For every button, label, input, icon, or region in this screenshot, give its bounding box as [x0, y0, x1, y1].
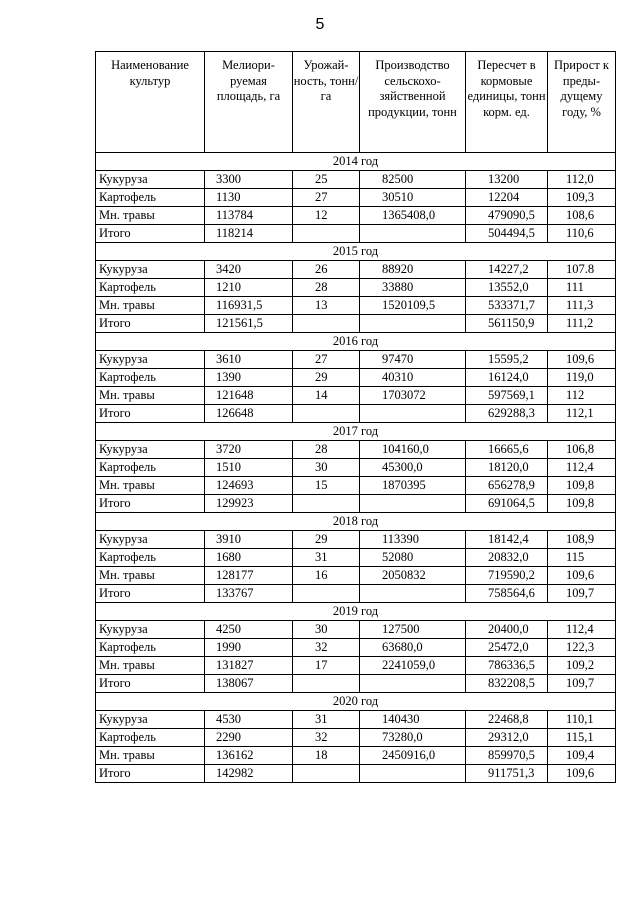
yield-cell	[293, 675, 360, 693]
year-heading: 2014 год	[96, 153, 616, 171]
feed-units-cell: 597569,1	[466, 387, 548, 405]
production-cell: 30510	[360, 189, 466, 207]
area-cell: 129923	[205, 495, 293, 513]
crop-name-cell: Картофель	[96, 639, 205, 657]
table-row	[96, 207, 616, 225]
feed-units-cell: 479090,5	[466, 207, 548, 225]
table-row	[96, 405, 616, 423]
increase-cell: 106,8	[548, 441, 616, 459]
yield-cell: 26	[293, 261, 360, 279]
production-cell	[360, 225, 466, 243]
table-row	[96, 351, 616, 369]
area-cell: 124693	[205, 477, 293, 495]
feed-units-cell: 16124,0	[466, 369, 548, 387]
area-cell: 126648	[205, 405, 293, 423]
area-cell: 3610	[205, 351, 293, 369]
feed-units-cell: 656278,9	[466, 477, 548, 495]
increase-cell: 112,4	[548, 459, 616, 477]
area-cell: 121648	[205, 387, 293, 405]
increase-cell: 112,4	[548, 621, 616, 639]
area-cell: 113784	[205, 207, 293, 225]
area-cell: 1990	[205, 639, 293, 657]
table-row	[96, 459, 616, 477]
feed-units-cell: 25472,0	[466, 639, 548, 657]
increase-cell: 115,1	[548, 729, 616, 747]
production-cell: 33880	[360, 279, 466, 297]
production-cell: 1365408,0	[360, 207, 466, 225]
feed-units-cell: 911751,3	[466, 765, 548, 783]
crop-name-cell: Картофель	[96, 189, 205, 207]
crop-name-cell: Картофель	[96, 279, 205, 297]
year-heading: 2019 год	[96, 603, 616, 621]
increase-cell: 112,1	[548, 405, 616, 423]
col-header-production: Производство сельскохо-зяйственной продукции, тонн	[360, 52, 466, 153]
table-row	[96, 279, 616, 297]
crop-name-cell: Картофель	[96, 549, 205, 567]
crop-name-cell: Итого	[96, 675, 205, 693]
area-cell: 1390	[205, 369, 293, 387]
area-cell: 1510	[205, 459, 293, 477]
feed-units-cell: 758564,6	[466, 585, 548, 603]
feed-units-cell: 719590,2	[466, 567, 548, 585]
production-cell: 88920	[360, 261, 466, 279]
feed-units-cell: 786336,5	[466, 657, 548, 675]
yield-cell	[293, 315, 360, 333]
col-header-crop: Наименование культур	[96, 52, 205, 153]
increase-cell: 108,9	[548, 531, 616, 549]
yield-cell: 27	[293, 189, 360, 207]
crop-name-cell: Кукуруза	[96, 261, 205, 279]
production-cell: 82500	[360, 171, 466, 189]
year-row	[96, 333, 616, 351]
col-header-area: Мелиори-руемая площадь, га	[205, 52, 293, 153]
table-row	[96, 189, 616, 207]
production-cell: 63680,0	[360, 639, 466, 657]
table-row	[96, 585, 616, 603]
table-row	[96, 261, 616, 279]
table-row	[96, 621, 616, 639]
crop-name-cell: Картофель	[96, 369, 205, 387]
area-cell: 4530	[205, 711, 293, 729]
increase-cell: 109,2	[548, 657, 616, 675]
area-cell: 136162	[205, 747, 293, 765]
crop-name-cell: Мн. травы	[96, 297, 205, 315]
increase-cell: 111,2	[548, 315, 616, 333]
yield-cell	[293, 765, 360, 783]
production-cell: 73280,0	[360, 729, 466, 747]
yield-cell: 16	[293, 567, 360, 585]
crop-name-cell: Мн. травы	[96, 567, 205, 585]
production-cell	[360, 495, 466, 513]
yield-cell: 29	[293, 369, 360, 387]
increase-cell: 108,6	[548, 207, 616, 225]
yield-cell: 27	[293, 351, 360, 369]
year-row	[96, 693, 616, 711]
feed-units-cell: 859970,5	[466, 747, 548, 765]
feed-units-cell: 22468,8	[466, 711, 548, 729]
increase-cell: 112	[548, 387, 616, 405]
table-row	[96, 549, 616, 567]
increase-cell: 110,6	[548, 225, 616, 243]
feed-units-cell: 18120,0	[466, 459, 548, 477]
production-cell: 1520109,5	[360, 297, 466, 315]
crop-name-cell: Итого	[96, 765, 205, 783]
table-row	[96, 369, 616, 387]
table-row	[96, 711, 616, 729]
table-row	[96, 657, 616, 675]
yield-cell: 17	[293, 657, 360, 675]
yield-cell: 15	[293, 477, 360, 495]
production-cell: 140430	[360, 711, 466, 729]
area-cell: 138067	[205, 675, 293, 693]
feed-units-cell: 629288,3	[466, 405, 548, 423]
increase-cell: 109,6	[548, 765, 616, 783]
production-cell: 104160,0	[360, 441, 466, 459]
increase-cell: 119,0	[548, 369, 616, 387]
crop-name-cell: Кукуруза	[96, 441, 205, 459]
yield-cell: 12	[293, 207, 360, 225]
yield-cell: 32	[293, 729, 360, 747]
yield-cell: 13	[293, 297, 360, 315]
crop-name-cell: Мн. травы	[96, 477, 205, 495]
production-cell: 127500	[360, 621, 466, 639]
production-cell: 40310	[360, 369, 466, 387]
increase-cell: 109,6	[548, 567, 616, 585]
year-row	[96, 243, 616, 261]
production-cell	[360, 765, 466, 783]
crop-name-cell: Картофель	[96, 729, 205, 747]
crop-name-cell: Кукуруза	[96, 711, 205, 729]
area-cell: 3910	[205, 531, 293, 549]
area-cell: 3420	[205, 261, 293, 279]
crop-name-cell: Мн. травы	[96, 387, 205, 405]
production-cell: 113390	[360, 531, 466, 549]
production-cell	[360, 315, 466, 333]
yield-cell: 28	[293, 279, 360, 297]
yield-cell: 32	[293, 639, 360, 657]
production-cell	[360, 405, 466, 423]
table-row	[96, 441, 616, 459]
yield-cell: 31	[293, 549, 360, 567]
feed-units-cell: 16665,6	[466, 441, 548, 459]
feed-units-cell: 13552,0	[466, 279, 548, 297]
increase-cell: 109,7	[548, 675, 616, 693]
yield-cell: 28	[293, 441, 360, 459]
crop-name-cell: Картофель	[96, 459, 205, 477]
crop-name-cell: Итого	[96, 225, 205, 243]
table-row	[96, 639, 616, 657]
increase-cell: 109,8	[548, 477, 616, 495]
table-row	[96, 495, 616, 513]
increase-cell: 115	[548, 549, 616, 567]
increase-cell: 122,3	[548, 639, 616, 657]
year-heading: 2017 год	[96, 423, 616, 441]
increase-cell: 109,8	[548, 495, 616, 513]
feed-units-cell: 561150,9	[466, 315, 548, 333]
table-row	[96, 531, 616, 549]
production-cell: 1870395	[360, 477, 466, 495]
yield-cell: 14	[293, 387, 360, 405]
yield-cell: 31	[293, 711, 360, 729]
area-cell: 142982	[205, 765, 293, 783]
feed-units-cell: 533371,7	[466, 297, 548, 315]
col-header-increase: Прирост к преды-дущему году, %	[548, 52, 616, 153]
increase-cell: 109,7	[548, 585, 616, 603]
year-heading: 2020 год	[96, 693, 616, 711]
table-row	[96, 675, 616, 693]
feed-units-cell: 20400,0	[466, 621, 548, 639]
feed-units-cell: 14227,2	[466, 261, 548, 279]
feed-units-cell: 691064,5	[466, 495, 548, 513]
page-number: 5	[315, 16, 325, 33]
table-row	[96, 765, 616, 783]
increase-cell: 109,3	[548, 189, 616, 207]
area-cell: 133767	[205, 585, 293, 603]
crop-name-cell: Итого	[96, 405, 205, 423]
area-cell: 116931,5	[205, 297, 293, 315]
production-cell: 2450916,0	[360, 747, 466, 765]
production-cell: 2050832	[360, 567, 466, 585]
feed-units-cell: 12204	[466, 189, 548, 207]
crop-name-cell: Кукуруза	[96, 171, 205, 189]
table-row	[96, 315, 616, 333]
crop-name-cell: Мн. травы	[96, 657, 205, 675]
area-cell: 3300	[205, 171, 293, 189]
year-heading: 2016 год	[96, 333, 616, 351]
area-cell: 2290	[205, 729, 293, 747]
year-row	[96, 153, 616, 171]
area-cell: 1130	[205, 189, 293, 207]
production-cell: 45300,0	[360, 459, 466, 477]
crop-name-cell: Итого	[96, 495, 205, 513]
table-row	[96, 567, 616, 585]
increase-cell: 111,3	[548, 297, 616, 315]
crop-name-cell: Мн. травы	[96, 207, 205, 225]
yield-cell: 25	[293, 171, 360, 189]
production-cell: 2241059,0	[360, 657, 466, 675]
production-cell: 1703072	[360, 387, 466, 405]
col-header-feed-units: Пересчет в кормовые единицы, тонн корм. ед.	[466, 52, 548, 153]
feed-units-cell: 15595,2	[466, 351, 548, 369]
yield-cell	[293, 405, 360, 423]
production-cell: 52080	[360, 549, 466, 567]
table-row	[96, 729, 616, 747]
area-cell: 121561,5	[205, 315, 293, 333]
production-cell	[360, 585, 466, 603]
feed-units-cell: 832208,5	[466, 675, 548, 693]
yield-cell: 30	[293, 459, 360, 477]
feed-units-cell: 18142,4	[466, 531, 548, 549]
area-cell: 128177	[205, 567, 293, 585]
yield-cell	[293, 225, 360, 243]
year-row	[96, 603, 616, 621]
production-cell: 97470	[360, 351, 466, 369]
crop-name-cell: Кукуруза	[96, 531, 205, 549]
table-header-row	[96, 52, 616, 153]
crop-name-cell: Кукуруза	[96, 621, 205, 639]
table-row	[96, 477, 616, 495]
area-cell: 131827	[205, 657, 293, 675]
feed-units-cell: 20832,0	[466, 549, 548, 567]
area-cell: 1680	[205, 549, 293, 567]
crop-name-cell: Мн. травы	[96, 747, 205, 765]
increase-cell: 111	[548, 279, 616, 297]
yield-cell	[293, 495, 360, 513]
feed-units-cell: 504494,5	[466, 225, 548, 243]
area-cell: 4250	[205, 621, 293, 639]
increase-cell: 112,0	[548, 171, 616, 189]
col-header-yield: Урожай-ность, тонн/га	[293, 52, 360, 153]
production-cell	[360, 675, 466, 693]
table-row	[96, 171, 616, 189]
increase-cell: 109,4	[548, 747, 616, 765]
area-cell: 1210	[205, 279, 293, 297]
yield-cell: 29	[293, 531, 360, 549]
year-row	[96, 513, 616, 531]
crop-name-cell: Итого	[96, 585, 205, 603]
feed-units-cell: 13200	[466, 171, 548, 189]
yield-cell: 18	[293, 747, 360, 765]
table-row	[96, 387, 616, 405]
crop-name-cell: Кукуруза	[96, 351, 205, 369]
yield-cell	[293, 585, 360, 603]
area-cell: 3720	[205, 441, 293, 459]
year-heading: 2015 год	[96, 243, 616, 261]
increase-cell: 110,1	[548, 711, 616, 729]
table-row	[96, 297, 616, 315]
increase-cell: 107.8	[548, 261, 616, 279]
crop-production-table	[95, 51, 616, 783]
feed-units-cell: 29312,0	[466, 729, 548, 747]
yield-cell: 30	[293, 621, 360, 639]
crop-name-cell: Итого	[96, 315, 205, 333]
area-cell: 118214	[205, 225, 293, 243]
year-row	[96, 423, 616, 441]
increase-cell: 109,6	[548, 351, 616, 369]
table-row	[96, 747, 616, 765]
year-heading: 2018 год	[96, 513, 616, 531]
table-row	[96, 225, 616, 243]
